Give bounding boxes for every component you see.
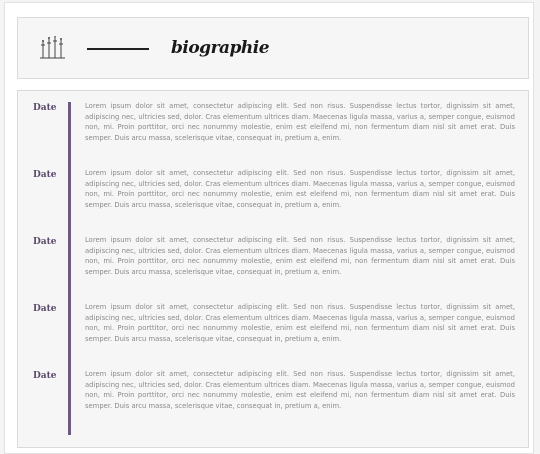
- entry-text: Lorem ipsum dolor sit amet, consectetur adipiscing elit. Sed non risus. Suspendisse lectus tortor, dignissim sit amet, adipiscing nec, ultricies sed, dolor. Cras elementum ultrices diam. Maecenas ligula massa, varius a, semper congue, euismod non, mi. Proin porttitor, orci nec nonummy molestie, enim est eleifend mi, non fermentum diam nisl sit amet erat. Duis semper. Duis arcu massa, scelerisque vitae, consequat in, pretium a, enim.: [85, 169, 515, 209]
- timeline-entry: [18, 363, 528, 425]
- biography-header: [17, 17, 529, 79]
- header-divider: [87, 48, 149, 50]
- entry-date: Date: [33, 371, 57, 381]
- timeline-entry: [18, 296, 528, 358]
- entry-date: Date: [33, 237, 57, 247]
- gothic-candles-icon: [40, 36, 66, 60]
- entry-date: Date: [33, 304, 57, 314]
- timeline-entry: [18, 95, 528, 157]
- entry-date: Date: [33, 103, 57, 113]
- entry-text: Lorem ipsum dolor sit amet, consectetur adipiscing elit. Sed non risus. Suspendisse lectus tortor, dignissim sit amet, adipiscing nec, ultricies sed, dolor. Cras elementum ultrices diam. Maecenas ligula massa, varius a, semper congue, euismod non, mi. Proin porttitor, orci nec nonummy molestie, enim est eleifend mi, non fermentum diam nisl sit amet erat. Duis semper. Duis arcu massa, scelerisque vitae, consequat in, pretium a, enim.: [85, 303, 515, 343]
- timeline: [17, 90, 529, 448]
- entry-date: Date: [33, 170, 57, 180]
- timeline-entry: [18, 162, 528, 224]
- entry-text: Lorem ipsum dolor sit amet, consectetur adipiscing elit. Sed non risus. Suspendisse lectus tortor, dignissim sit amet, adipiscing nec, ultricies sed, dolor. Cras elementum ultrices diam. Maecenas ligula massa, varius a, semper congue, euismod non, mi. Proin porttitor, orci nec nonummy molestie, enim est eleifend mi, non fermentum diam nisl sit amet erat. Duis semper. Duis arcu massa, scelerisque vitae, consequat in, pretium a, enim.: [85, 102, 515, 142]
- page-container: [4, 2, 534, 454]
- timeline-entry: [18, 229, 528, 291]
- page-title: biographie: [171, 38, 270, 58]
- entry-text: Lorem ipsum dolor sit amet, consectetur adipiscing elit. Sed non risus. Suspendisse lectus tortor, dignissim sit amet, adipiscing nec, ultricies sed, dolor. Cras elementum ultrices diam. Maecenas ligula massa, varius a, semper congue, euismod non, mi. Proin porttitor, orci nec nonummy molestie, enim est eleifend mi, non fermentum diam nisl sit amet erat. Duis semper. Duis arcu massa, scelerisque vitae, consequat in, pretium a, enim.: [85, 236, 515, 276]
- entry-text: Lorem ipsum dolor sit amet, consectetur adipiscing elit. Sed non risus. Suspendisse lectus tortor, dignissim sit amet, adipiscing nec, ultricies sed, dolor. Cras elementum ultrices diam. Maecenas ligula massa, varius a, semper congue, euismod non, mi. Proin porttitor, orci nec nonummy molestie, enim est eleifend mi, non fermentum diam nisl sit amet erat. Duis semper. Duis arcu massa, scelerisque vitae, consequat in, pretium a, enim.: [85, 370, 515, 410]
